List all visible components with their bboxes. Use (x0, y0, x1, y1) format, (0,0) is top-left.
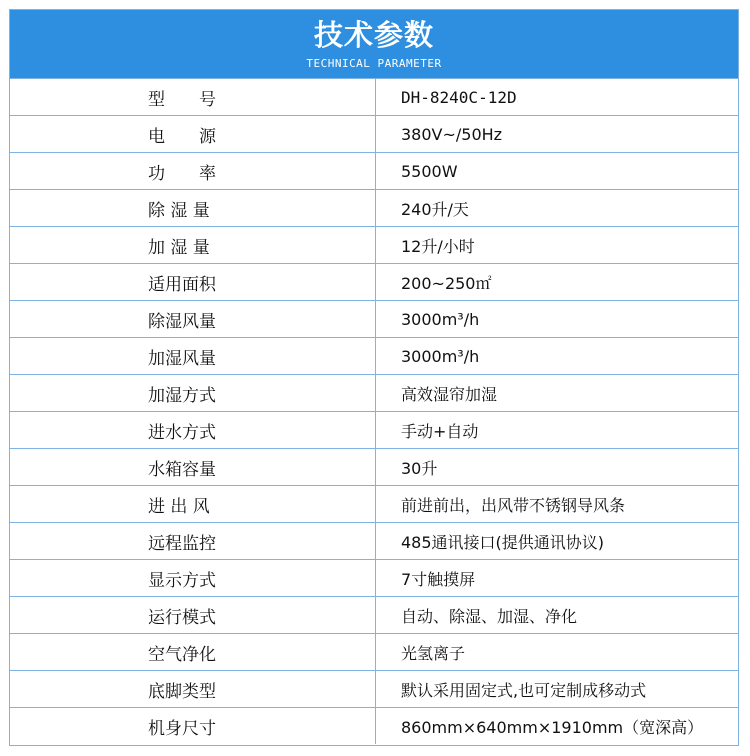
spec-value: 860mm×640mm×1910mm（宽深高） (401, 717, 704, 737)
table-row (10, 596, 738, 633)
table-row (10, 337, 738, 374)
page-subtitle: TECHNICAL PARAMETER (306, 57, 442, 70)
spec-label: 型 号 (10, 79, 376, 115)
spec-label: 进水方式 (10, 412, 376, 448)
spec-value: 240升/天 (401, 199, 469, 219)
spec-label: 除 湿 量 (10, 190, 376, 226)
spec-table (9, 9, 739, 746)
spec-label: 底脚类型 (10, 671, 376, 707)
spec-value: 380V~/50Hz (401, 124, 503, 144)
spec-value: 200~250㎡ (401, 273, 492, 293)
table-row (10, 226, 738, 263)
spec-label: 水箱容量 (10, 449, 376, 485)
spec-value: 默认采用固定式,也可定制成移动式 (401, 680, 647, 700)
table-row (10, 189, 738, 226)
table-row (10, 485, 738, 522)
spec-label: 显示方式 (10, 560, 376, 596)
spec-value: DH-8240C-12D (401, 87, 517, 107)
table-row (10, 448, 738, 485)
table-row (10, 670, 738, 707)
spec-value: 485通讯接口(提供通讯协议) (401, 532, 605, 552)
spec-label: 机身尺寸 (10, 708, 376, 744)
page-title: 技术参数 (313, 18, 434, 52)
table-header (10, 10, 738, 78)
spec-label: 加湿方式 (10, 375, 376, 411)
spec-value: 7寸触摸屏 (401, 569, 476, 589)
spec-value: 高效湿帘加湿 (401, 384, 498, 404)
spec-value: 12升/小时 (401, 236, 475, 256)
spec-value: 手动+自动 (401, 421, 479, 441)
spec-value: 自动、除湿、加湿、净化 (401, 606, 578, 626)
spec-label: 适用面积 (10, 264, 376, 300)
spec-value: 光氢离子 (401, 643, 466, 663)
table-row (10, 707, 738, 744)
table-row (10, 374, 738, 411)
table-row (10, 633, 738, 670)
spec-label: 电 源 (10, 116, 376, 152)
spec-value: 3000m³/h (401, 309, 480, 329)
spec-label: 加 湿 量 (10, 227, 376, 263)
spec-value: 3000m³/h (401, 346, 480, 366)
spec-label: 空气净化 (10, 634, 376, 670)
spec-label: 进 出 风 (10, 486, 376, 522)
spec-label: 加湿风量 (10, 338, 376, 374)
table-row (10, 115, 738, 152)
spec-value: 5500W (401, 161, 458, 181)
table-row (10, 152, 738, 189)
spec-label: 远程监控 (10, 523, 376, 559)
spec-label: 功 率 (10, 153, 376, 189)
spec-label: 运行模式 (10, 597, 376, 633)
spec-label: 除湿风量 (10, 301, 376, 337)
spec-value: 前进前出，出风带不锈钢导风条 (401, 495, 626, 515)
table-row (10, 559, 738, 596)
table-row (10, 522, 738, 559)
table-row (10, 78, 738, 115)
spec-rows (10, 78, 738, 744)
table-row (10, 263, 738, 300)
table-row (10, 300, 738, 337)
spec-value: 30升 (401, 458, 438, 478)
table-row (10, 411, 738, 448)
